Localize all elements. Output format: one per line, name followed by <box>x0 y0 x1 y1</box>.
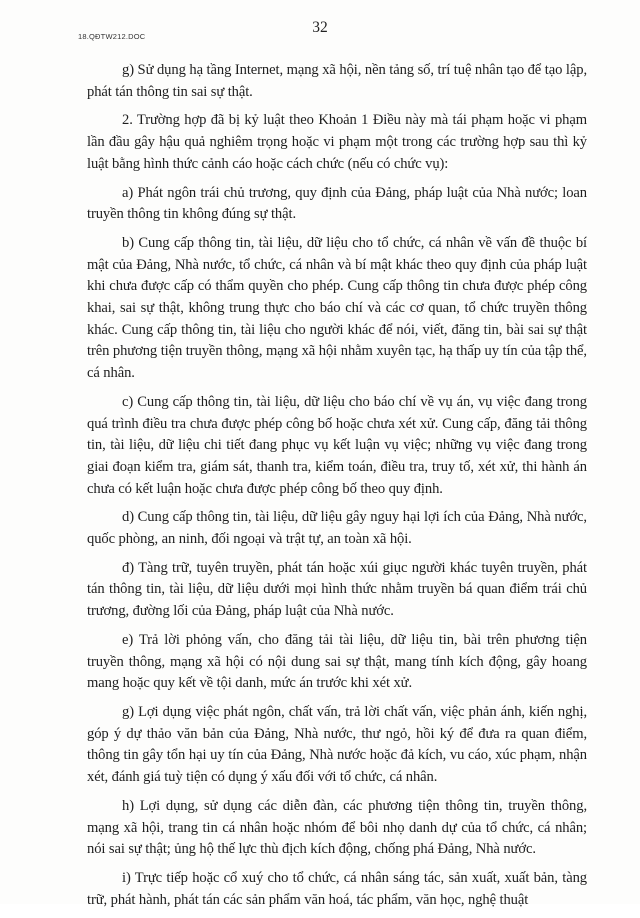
paragraph-clause-2: 2. Trường hợp đã bị kỷ luật theo Khoản 1 Điều này mà tái phạm hoặc vi phạm lần đầu gây hậu quả nghiêm trọng hoặc vi phạm một trong các trường hợp sau thì kỷ luật bằng hình thức cảnh cáo hoặc cách chức (nếu có chức vụ): <box>87 112 587 172</box>
paragraph-g: g) Lợi dụng việc phát ngôn, chất vấn, trả lời chất vấn, việc phản ánh, kiến nghị, góp ý dự thảo văn bản của Đảng, Nhà nước, thư ngỏ, hồi ký để đưa ra quan điểm, thông tin gây tổn hại uy tín của Đảng, Nhà nước hoặc đả kích, vu cáo, xúc phạm, nhận xét, đánh giá tuỳ tiện có dụng ý xấu đối với tổ chức, cá nhân. <box>87 703 587 786</box>
paragraph-c: c) Cung cấp thông tin, tài liệu, dữ liệu cho báo chí về vụ án, vụ việc đang trong quá trình điều tra chưa được phép công bố hoặc chưa xét xử. Cung cấp, đăng tải thông tin, tài liệu, dữ liệu chi tiết đang phục vụ kết luận vụ việc; những vụ việc đang trong giai đoạn kiểm tra, giám sát, thanh tra, kiểm toán, điều tra, truy tố, xét xử, thi hành án chưa có kết luận hoặc chưa được phép công bố theo quy định. <box>87 393 587 497</box>
paragraph-h: h) Lợi dụng, sử dụng các diễn đàn, các phương tiện thông tin, truyền thông, mạng xã hội, trang tin cá nhân hoặc nhóm để bôi nhọ danh dự của tổ chức, cá nhân; nói sai sự thật; ủng hộ thế lực thù địch kích động, chống phá Đảng, Nhà nước. <box>87 797 587 858</box>
document-body <box>87 60 587 918</box>
document-code: 18.QĐTW212.DOC <box>78 32 146 41</box>
paragraph-i: i) Trực tiếp hoặc cổ xuý cho tổ chức, cá nhân sáng tác, sản xuất, xuất bản, tàng trữ, phát hành, phát tán các sản phẩm văn hoá, tác phẩm, văn học, nghệ thuật <box>87 869 587 908</box>
paragraph-dd: đ) Tàng trữ, tuyên truyền, phát tán hoặc xúi giục người khác tuyên truyền, phát tán thông tin, tài liệu, dữ liệu dưới mọi hình thức nhằm truyền bá quan điểm trái chủ trương, đường lối của Đảng, pháp luật của Nhà nước. <box>87 559 587 620</box>
paragraph-b: b) Cung cấp thông tin, tài liệu, dữ liệu cho tổ chức, cá nhân về vấn đề thuộc bí mật của Đảng, Nhà nước, tổ chức, cá nhân và bí mật khác theo quy định của pháp luật khi chưa được cấp có thẩm quyền cho phép. Cung cấp thông tin chưa được phép công khai, sai sự thật, không trung thực cho báo chí và các cơ quan, tổ chức truyền thông khác. Cung cấp thông tin, tài liệu cho người khác để nói, viết, đăng tin, bài sai sự thật trên phương tiện truyền thông, mạng xã hội nhằm xuyên tạc, hạ thấp uy tín của tập thể, cá nhân. <box>87 234 587 382</box>
paragraph-a: a) Phát ngôn trái chủ trương, quy định của Đảng, pháp luật của Nhà nước; loan truyền thông tin không đúng sự thật. <box>87 184 587 223</box>
page-number: 32 <box>312 19 328 36</box>
paragraph-e: e) Trả lời phỏng vấn, cho đăng tải tài liệu, dữ liệu tin, bài trên phương tiện truyền thông, mạng xã hội có nội dung sai sự thật, mang tính kích động, gây hoang mang hoặc quy kết về tội danh, mức án trước khi xét xử. <box>87 631 587 692</box>
paragraph-g-internet: g) Sử dụng hạ tầng Internet, mạng xã hội, nền tảng số, trí tuệ nhân tạo để tạo lập, phát tán thông tin sai sự thật. <box>87 62 587 100</box>
paragraph-d: d) Cung cấp thông tin, tài liệu, dữ liệu gây nguy hại lợi ích của Đảng, Nhà nước, quốc phòng, an ninh, đối ngoại và trật tự, an toàn xã hội. <box>87 509 587 548</box>
